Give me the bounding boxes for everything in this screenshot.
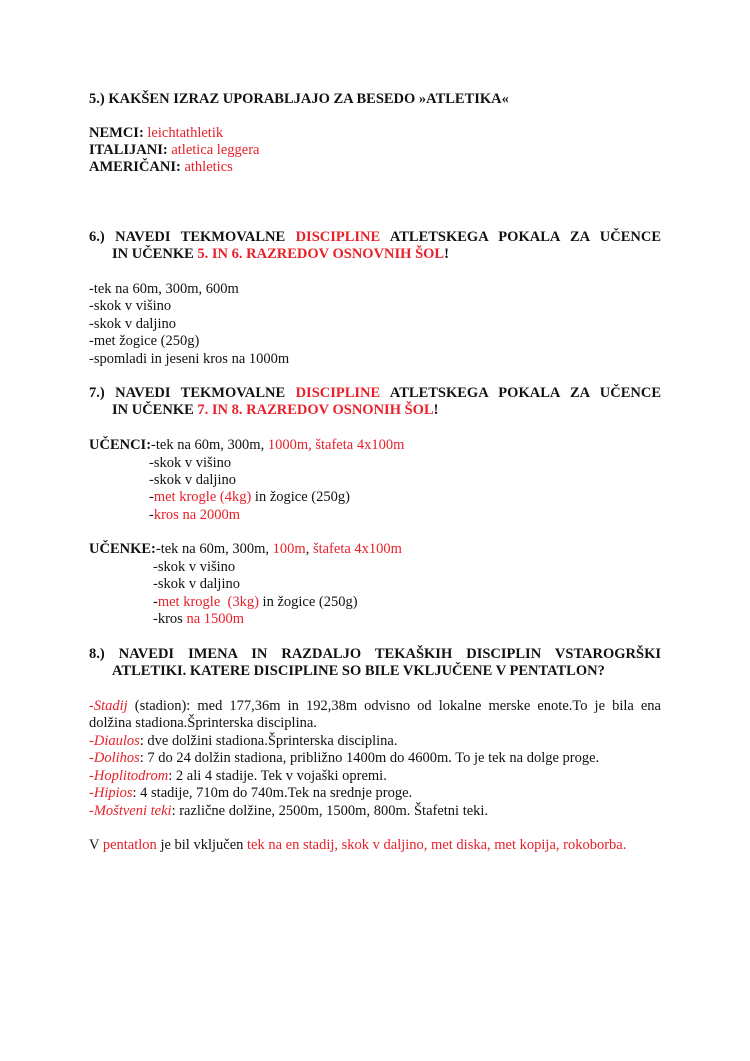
q8-item-text: : različne dolžine, 2500m, 1500m, 800m. Štafetni teki.: [171, 803, 489, 819]
q8-text: .: [622, 837, 627, 853]
q8-item-name: Dolihos: [93, 750, 140, 766]
q8-text: V: [89, 837, 103, 853]
q7-text: ,: [305, 541, 313, 557]
q6-text: ATLETSKEGA POKALA ZA UČENCE: [389, 229, 661, 245]
q6-text: !: [444, 246, 449, 262]
q8-item-hipios: -Hipios: 4 stadije, 710m do 740m.Tek na srednje proge.: [89, 785, 413, 801]
q8-item-dolihos: -Dolihos: 7 do 24 dolžin stadiona, približno 1400m do 4600m. To je tek na dolge proge.: [89, 750, 600, 766]
q5-title: 5.) KAKŠEN IZRAZ UPORABLJAJO ZA BESEDO »ATLETIKA«: [89, 91, 509, 107]
q5-label: NEMCI:: [89, 125, 144, 141]
q7-highlight: met krogle (3kg): [157, 594, 259, 610]
q5-value: leichtathletik: [147, 125, 224, 141]
q8-title-line1: [89, 646, 661, 663]
q7-ucenci-label: UČENCI:: [89, 437, 152, 453]
q7-ucenci-line2: -skok v višino: [149, 455, 232, 471]
q8-item-hoplitodrom: -Hoplitodrom: 2 ali 4 stadije. Tek v vojaški opremi.: [89, 768, 387, 784]
q8-item-name: Moštveni teki: [93, 803, 172, 819]
q6-item: -skok v daljino: [89, 316, 176, 332]
q6-item: -spomladi in jeseni kros na 1000m: [89, 351, 290, 367]
q5-row-americani: [89, 159, 233, 176]
q7-ucenke-line5: [153, 611, 244, 628]
q7-text: -: [149, 507, 154, 523]
q7-title-line2: [112, 402, 438, 419]
q8-item-text: : dve dolžini stadiona.Šprinterska disciplina.: [139, 733, 398, 749]
q6-text: IN UČENKE: [112, 246, 194, 262]
q8-item-text: (stadion): med 177,36m in 192,38m odvisno od lokalne merske enote.To je bila ena: [127, 698, 661, 714]
q6-number: 6.): [89, 229, 105, 245]
q7-highlight: 1000m, štafeta 4x100m: [267, 437, 405, 453]
q7-highlight: štafeta 4x100m: [312, 541, 402, 557]
q8-item-name: Diaulos: [93, 733, 140, 749]
q8-text: je bil vključen: [156, 837, 248, 853]
q7-text: !: [433, 402, 439, 418]
q8-item-stadij: -Stadij (stadion): med 177,36m in 192,38m odvisno od lokalne merske enote.To je bila ena: [89, 698, 661, 714]
q5-row-nemci: [89, 125, 223, 142]
q5-row-italijani: [89, 142, 259, 159]
q7-text: -: [149, 489, 154, 505]
q7-highlight: 100m: [272, 541, 306, 557]
q6-title-line1: [89, 229, 661, 246]
q7-text: in žogice (250g): [258, 594, 358, 610]
q8-item-text: : 2 ali 4 stadije. Tek v vojaški opremi.: [168, 768, 387, 784]
q5-value: atletica leggera: [171, 142, 260, 158]
q6-text: NAVEDI TEKMOVALNE: [115, 229, 286, 245]
q7-number: 7.): [89, 385, 105, 401]
q8-highlight: tek na en stadij, skok v daljino, met diska, met kopija, rokoborba: [247, 837, 623, 853]
q7-text: -: [153, 594, 158, 610]
q8-highlight: pentatlon: [102, 837, 157, 853]
q7-text: IN UČENKE: [112, 402, 194, 418]
q6-highlight: DISCIPLINE: [295, 229, 381, 245]
q7-text: -tek na 60m, 300m,: [151, 437, 268, 453]
q7-ucenci-line4: [149, 489, 350, 506]
q6-title-line2: [112, 246, 449, 263]
q7-ucenci-line1: [89, 437, 404, 454]
q7-highlight: na 1500m: [186, 611, 245, 627]
q7-text: ATLETSKEGA POKALA ZA UČENCE: [389, 385, 661, 401]
q7-ucenke-line1: [89, 541, 402, 558]
q7-ucenke-line3: -skok v daljino: [153, 576, 240, 592]
q8-item-mostveni: -Moštveni teki: različne dolžine, 2500m, 1500m, 800m. Štafetni teki.: [89, 803, 489, 819]
q8-title-line2: ATLETIKI. KATERE DISCIPLINE SO BILE VKLJUČENE V PENTATLON?: [112, 663, 605, 679]
q7-ucenke-line2: -skok v višino: [153, 559, 236, 575]
q8-item-text: : 7 do 24 dolžin stadiona, približno 1400m do 4600m. To je tek na dolge proge.: [139, 750, 600, 766]
q8-number: 8.): [89, 646, 105, 662]
q7-ucenke-label: UČENKE:: [89, 541, 156, 557]
q6-item: -tek na 60m, 300m, 600m: [89, 281, 239, 297]
q8-text: NAVEDI IMENA IN RAZDALJO TEKAŠKIH DISCIPLIN VSTAROGRŠKI: [118, 646, 662, 662]
q7-ucenke-line4: [153, 594, 358, 611]
q6-item: -met žogice (250g): [89, 333, 200, 349]
q5-label: AMERIČANI:: [89, 159, 181, 175]
q7-highlight: 7. IN 8. RAZREDOV OSNONIH ŠOL: [197, 402, 434, 418]
q8-item-diaulos: -Diaulos: dve dolžini stadiona.Šprinterska disciplina.: [89, 733, 398, 749]
q8-pentatlon: [89, 837, 626, 854]
q7-text: NAVEDI TEKMOVALNE: [115, 385, 286, 401]
q8-item-name: Stadij: [93, 698, 128, 714]
q8-item-stadij-cont: dolžina stadiona.Šprinterska disciplina.: [89, 715, 317, 731]
q5-label: ITALIJANI:: [89, 142, 168, 158]
q8-item-name: Hoplitodrom: [93, 768, 169, 784]
q7-text: -tek na 60m, 300m,: [155, 541, 273, 557]
q5-value: athletics: [184, 159, 233, 175]
q7-ucenci-line5: [149, 507, 240, 524]
q7-highlight: DISCIPLINE: [295, 385, 381, 401]
q7-title-line1: [89, 385, 661, 402]
q7-ucenci-line3: -skok v daljino: [149, 472, 236, 488]
q7-highlight: met krogle (4kg): [153, 489, 252, 505]
q8-item-text: : 4 stadije, 710m do 740m.Tek na srednje proge.: [132, 785, 413, 801]
q6-item: -skok v višino: [89, 298, 172, 314]
q7-text: -kros: [153, 611, 187, 627]
q7-highlight: kros na 2000m: [153, 507, 241, 523]
q6-highlight: 5. IN 6. RAZREDOV OSNOVNIH ŠOL: [197, 246, 445, 262]
q8-item-name: Hipios: [93, 785, 133, 801]
q7-text: in žogice (250g): [251, 489, 350, 505]
